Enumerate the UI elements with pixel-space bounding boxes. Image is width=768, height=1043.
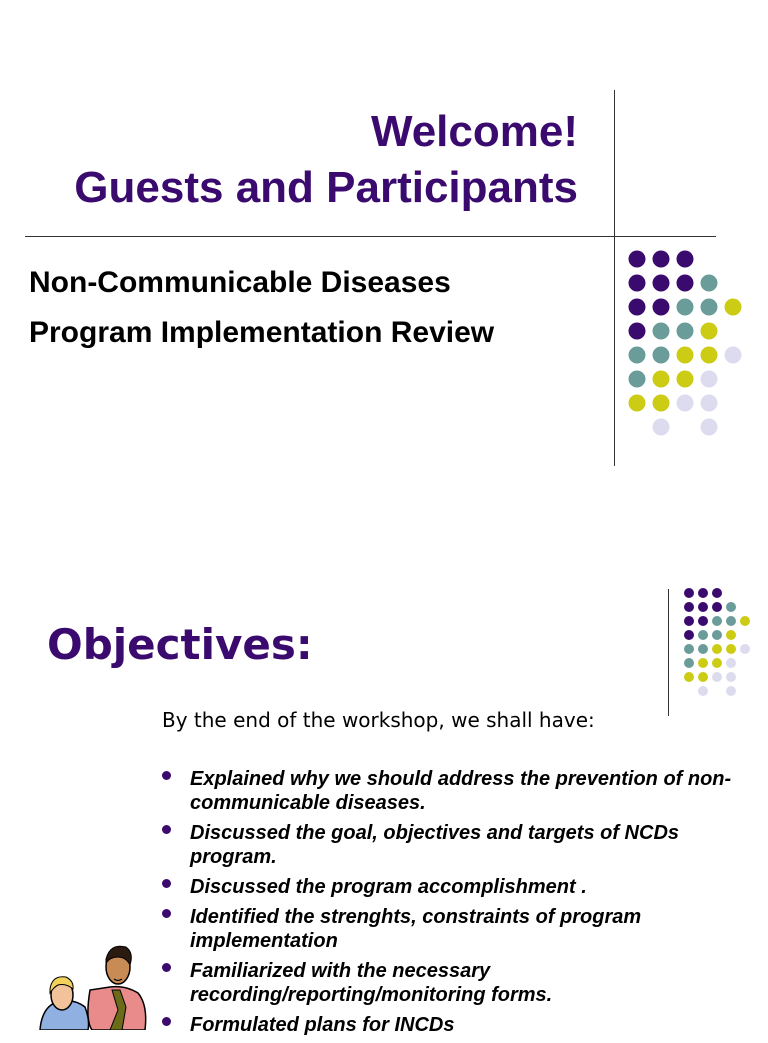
dot [712,658,722,668]
dot [726,672,736,682]
list-item [160,821,760,869]
dot [726,644,736,654]
dot [701,371,718,388]
intro-text: By the end of the workshop, we shall have: [162,708,595,732]
bullet-text: Formulated plans for INCDs [190,1014,455,1036]
bullet-text: Explained why we should address the prevention of non-communicable diseases. [190,768,732,814]
objectives-list [160,767,760,1043]
dot [684,644,694,654]
dot [684,658,694,668]
dot [629,323,646,340]
dot [677,371,694,388]
bullet-icon [162,1017,171,1026]
dot [712,644,722,654]
people-clipart-icon [30,935,150,1030]
dot [698,602,708,612]
dot [701,275,718,292]
title-line-2: Guests and Participants [74,163,578,212]
dot [677,347,694,364]
objectives-heading: Objectives: [47,620,313,669]
dot [698,644,708,654]
dot [701,395,718,412]
dot [629,371,646,388]
dot [677,299,694,316]
dot [701,299,718,316]
dot [740,616,750,626]
dot [653,323,670,340]
dot-grid-small [684,588,750,696]
dot [677,323,694,340]
dot [629,299,646,316]
dot [698,588,708,598]
dot [698,672,708,682]
dot [677,275,694,292]
dot [629,395,646,412]
dot [653,419,670,436]
dot [725,299,742,316]
bullet-icon [162,825,171,834]
subtitle-line-1: Non-Communicable Diseases [29,266,451,299]
bullet-icon [162,963,171,972]
bullet-text: Familiarized with the necessary recording/reporting/monitoring forms. [190,960,553,1006]
dot [653,299,670,316]
bullet-icon [162,909,171,918]
dot [740,644,750,654]
dot [726,630,736,640]
vertical-divider-small [668,589,669,716]
dot [698,658,708,668]
dot [653,251,670,268]
dot [653,275,670,292]
dot [725,347,742,364]
dot [712,602,722,612]
dot [698,616,708,626]
dot [712,616,722,626]
subtitle-line-2: Program Implementation Review [29,316,495,349]
dot [726,686,736,696]
dot [629,347,646,364]
list-item [160,767,760,815]
list-item [160,905,760,953]
dot [701,323,718,340]
bullet-text: Discussed the goal, objectives and targets of NCDs program. [190,822,680,868]
dot [684,602,694,612]
dot [698,686,708,696]
bullet-icon [162,771,171,780]
dot [701,419,718,436]
list-item [160,959,760,1007]
dot [677,395,694,412]
dot [653,347,670,364]
dot [712,672,722,682]
dot [684,588,694,598]
dot [629,275,646,292]
dot [726,658,736,668]
dot [629,251,646,268]
dot [677,251,694,268]
dot [701,347,718,364]
dot [712,588,722,598]
bullet-text: Discussed the program accomplishment . [190,876,587,898]
dot [726,616,736,626]
list-item [160,1013,760,1037]
title-line-1: Welcome! [370,107,578,156]
dot-grid-large [629,251,742,436]
bullet-icon [162,879,171,888]
dot [726,602,736,612]
dot [684,616,694,626]
bullet-text: Identified the strenghts, constraints of program implementation [190,906,642,952]
list-item [160,875,760,899]
dot [653,395,670,412]
dot [712,630,722,640]
dot [684,672,694,682]
dot [684,630,694,640]
dot [698,630,708,640]
dot [653,371,670,388]
